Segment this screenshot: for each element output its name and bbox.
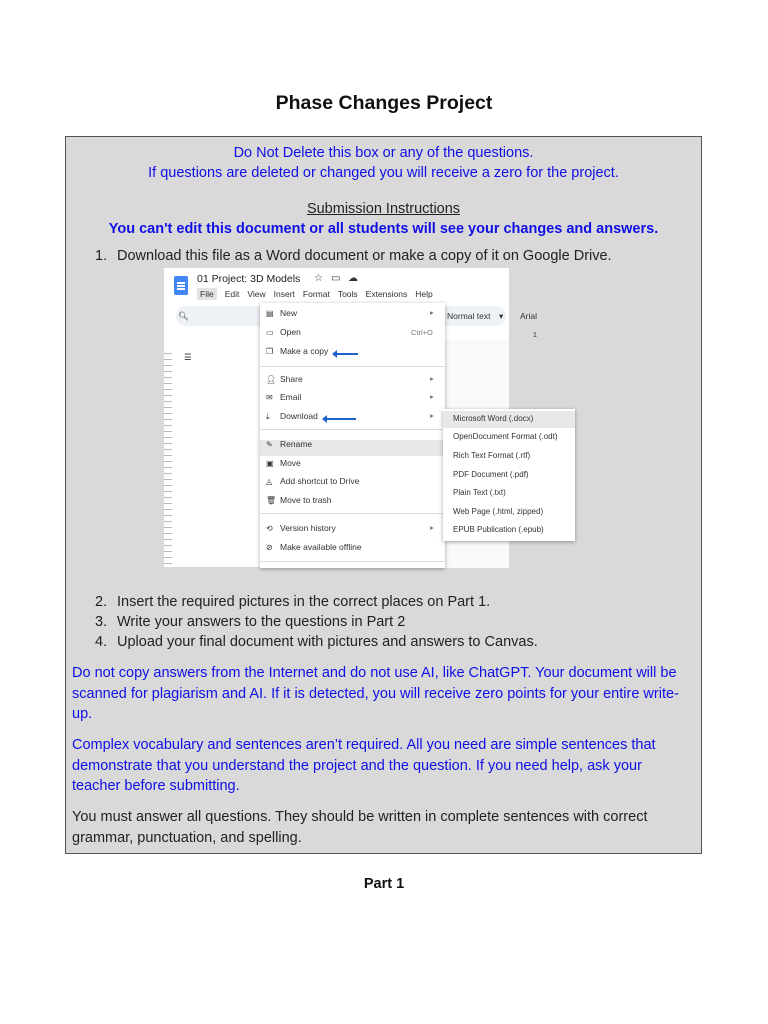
menu-item-trash[interactable]: 🗑︎ Move to trash: [266, 495, 332, 505]
step-3: [95, 614, 405, 630]
menu-help[interactable]: Help: [415, 289, 433, 299]
menu-item-version-history[interactable]: ⟲ Version history: [266, 523, 336, 533]
google-docs-icon: [174, 276, 188, 295]
separator: [260, 561, 445, 562]
menu-item-share[interactable]: 👤︎ Share: [266, 374, 303, 384]
menu-insert[interactable]: Insert: [273, 289, 295, 299]
separator: [260, 429, 445, 430]
step-text: Download this file as a Word document or make a copy of it on Google Drive.: [117, 248, 612, 264]
instructions-box: [65, 136, 702, 854]
share-icon: 👤︎: [266, 375, 277, 384]
menu-item-offline[interactable]: ⊘ Make available offline: [266, 542, 362, 552]
step-text: Upload your final document with pictures and answers to Canvas.: [117, 634, 538, 650]
submenu-item-odt[interactable]: OpenDocument Format (.odt): [453, 432, 558, 441]
warning-line-2: If questions are deleted or changed you will receive a zero for the project.: [148, 165, 619, 181]
menu-item-move[interactable]: ▣ Move: [266, 458, 301, 468]
open-icon: ▭: [266, 328, 274, 337]
trash-icon: 🗑︎: [266, 496, 277, 505]
google-docs-screenshot: [164, 268, 558, 567]
submenu-item-epub[interactable]: EPUB Publication (.epub): [453, 525, 544, 534]
download-submenu: [443, 409, 575, 541]
menu-item-add-shortcut[interactable]: ◬ Add shortcut to Drive: [266, 476, 360, 486]
doc-title: 01 Project: 3D Models: [197, 273, 301, 285]
submission-heading: Submission Instructions: [306, 201, 461, 217]
menu-format[interactable]: Format: [302, 289, 330, 299]
menu-item-open[interactable]: ▭ Open: [266, 327, 301, 337]
menu-item-make-copy[interactable]: ❐ Make a copy: [266, 346, 329, 356]
arrow-icon: [336, 353, 358, 355]
shortcut-icon: ◬: [266, 477, 273, 486]
email-icon: ✉: [266, 393, 273, 402]
document-title: Phase Changes Project: [275, 92, 493, 114]
step-1: [95, 248, 612, 264]
copy-icon: ❐: [266, 347, 274, 356]
submenu-item-pdf[interactable]: PDF Document (.pdf): [453, 470, 529, 479]
menu-item-download[interactable]: ⤓ Download: [266, 411, 318, 421]
step-4: [95, 634, 538, 650]
step-text: Write your answers to the questions in Part 2: [117, 614, 406, 630]
ruler-mark: 1: [533, 332, 537, 339]
menu-view[interactable]: View: [247, 289, 266, 299]
submission-notice: You can't edit this document or all students will see your changes and answers.: [108, 221, 659, 237]
move-icon: ▣: [266, 459, 274, 468]
menubar: [197, 289, 441, 299]
menu-edit[interactable]: Edit: [224, 289, 240, 299]
offline-icon: ⊘: [266, 543, 273, 552]
separator: [260, 366, 445, 367]
menu-item-new[interactable]: ▤ New: [266, 308, 298, 318]
submenu-item-docx[interactable]: Microsoft Word (.docx): [453, 414, 534, 423]
list-icon: ☰: [184, 352, 192, 362]
warning-line-1: Do Not Delete this box or any of the questions.: [233, 145, 534, 161]
menu-item-email[interactable]: ✉ Email: [266, 392, 302, 402]
part-heading: Part 1: [363, 876, 405, 892]
separator: [260, 513, 445, 514]
submenu-item-txt[interactable]: Plain Text (.txt): [453, 488, 506, 497]
answer-requirements-paragraph: You must answer all questions. They should be written in complete sentences with correct grammar, punctuation, and spelling.: [72, 809, 648, 846]
submenu-item-html[interactable]: Web Page (.html, zipped): [453, 507, 544, 516]
folder-icon: ▭: [331, 273, 341, 284]
submenu-arrow-icon: ▸: [430, 374, 434, 383]
font-select[interactable]: Arial: [520, 311, 538, 321]
arrow-icon: [326, 418, 356, 420]
download-icon: ⤓: [266, 412, 270, 421]
submenu-arrow-icon: ▸: [430, 308, 434, 317]
vocabulary-paragraph: Complex vocabulary and sentences aren’t required. All you need are simple sentences that demonstrate that you understand the project and the question. If you need help, ask your teacher before submitting.: [72, 737, 656, 794]
style-select[interactable]: Normal text: [447, 311, 491, 321]
ai-warning-paragraph: Do not copy answers from the Internet and do not use AI, like ChatGPT. Your document will be scanned for plagiarism and AI. If it is detected, you will receive zero points for your entire write-up.: [72, 665, 679, 722]
history-icon: ⟲: [266, 524, 273, 533]
cloud-icon: ☁: [348, 273, 358, 284]
search-icon[interactable]: 🔍︎: [178, 311, 189, 321]
new-icon: ▤: [266, 309, 274, 318]
menu-item-rename[interactable]: ✎ Rename: [266, 439, 313, 449]
step-2: [95, 594, 490, 610]
rename-icon: ✎: [266, 440, 273, 449]
menu-tools[interactable]: Tools: [337, 289, 358, 299]
menu-extensions[interactable]: Extensions: [365, 289, 408, 299]
star-icon: ☆: [314, 273, 323, 284]
step-number: 3.: [95, 614, 108, 630]
submenu-arrow-icon: ▸: [430, 523, 434, 532]
submenu-arrow-icon: ▸: [430, 411, 434, 420]
submenu-item-rtf[interactable]: Rich Text Format (.rtf): [453, 451, 531, 460]
step-number: 4.: [95, 634, 108, 650]
vertical-ruler: [164, 348, 172, 567]
step-text: Insert the required pictures in the correct places on Part 1.: [117, 594, 491, 610]
step-number: 2.: [95, 594, 108, 610]
menu-file[interactable]: File: [197, 288, 217, 300]
shortcut-label: Ctrl+O: [411, 328, 433, 337]
chevron-down-icon: ▾: [499, 311, 504, 321]
file-menu: [260, 303, 445, 568]
step-number: 1.: [95, 248, 108, 264]
submenu-arrow-icon: ▸: [430, 392, 434, 401]
